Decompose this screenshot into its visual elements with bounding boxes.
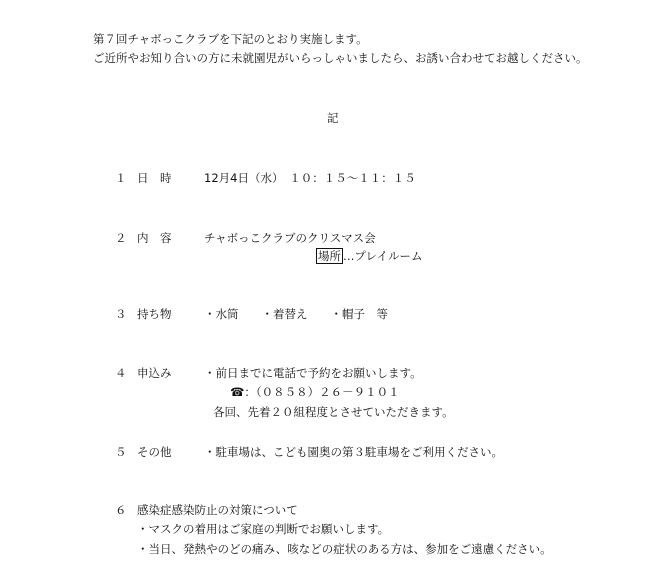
item-2-value: チャボっこクラブのクリスマス会 [204, 231, 376, 245]
item-6-title: 感染症感染防止の対策について [137, 503, 298, 517]
item-5-label: その他 [137, 445, 172, 459]
item-1-value: 12月4日（水） １０：１５～１１：１５ [204, 171, 416, 185]
item-4-phone: ☎：（０８５８）２６－９１０１ [230, 385, 400, 399]
item-3-label: 持ち物 [137, 307, 172, 321]
item-4-number: ４ [115, 366, 127, 380]
item-6-bullet-2: ・当日、発熱やのどの痛み、咳などの症状のある方は、参加をご遠慮ください。 [137, 542, 552, 556]
item-1-number: １ [115, 171, 127, 185]
item-3-number: ３ [115, 307, 127, 321]
intro-line-2: ご近所やお知り合いの方に未就園児がいらっしゃいましたら、お誘い合わせてお越しください。 [93, 51, 588, 65]
item-6-bullet-1: ・マスクの着用はご家庭の判断でお願いします。 [137, 522, 390, 536]
item-1-label: 日 時 [137, 171, 172, 185]
item-5-value: ・駐車場は、こども園奥の第３駐車場をご利用ください。 [204, 445, 503, 459]
ki-heading: 記 [327, 111, 339, 125]
item-6-number: ６ [115, 503, 127, 517]
item-2-number: ２ [115, 231, 127, 245]
item-4-line-3: 各回、先着２０組程度とさせていただきます。 [213, 405, 454, 419]
intro-line-1: 第７回チャボっこクラブを下記のとおり実施します。 [93, 32, 368, 46]
place-value: …プレイルーム [343, 249, 423, 263]
item-4-line-1: ・前日までに電話で予約をお願いします。 [204, 366, 422, 380]
item-3-value: ・水筒 ・着替え ・帽子 等 [204, 307, 388, 321]
place-label-box: 場所 [318, 249, 341, 263]
item-2-place [316, 248, 422, 264]
item-5-number: ５ [115, 445, 127, 459]
item-2-label: 内 容 [137, 231, 172, 245]
item-4-label: 申込み [137, 366, 172, 380]
